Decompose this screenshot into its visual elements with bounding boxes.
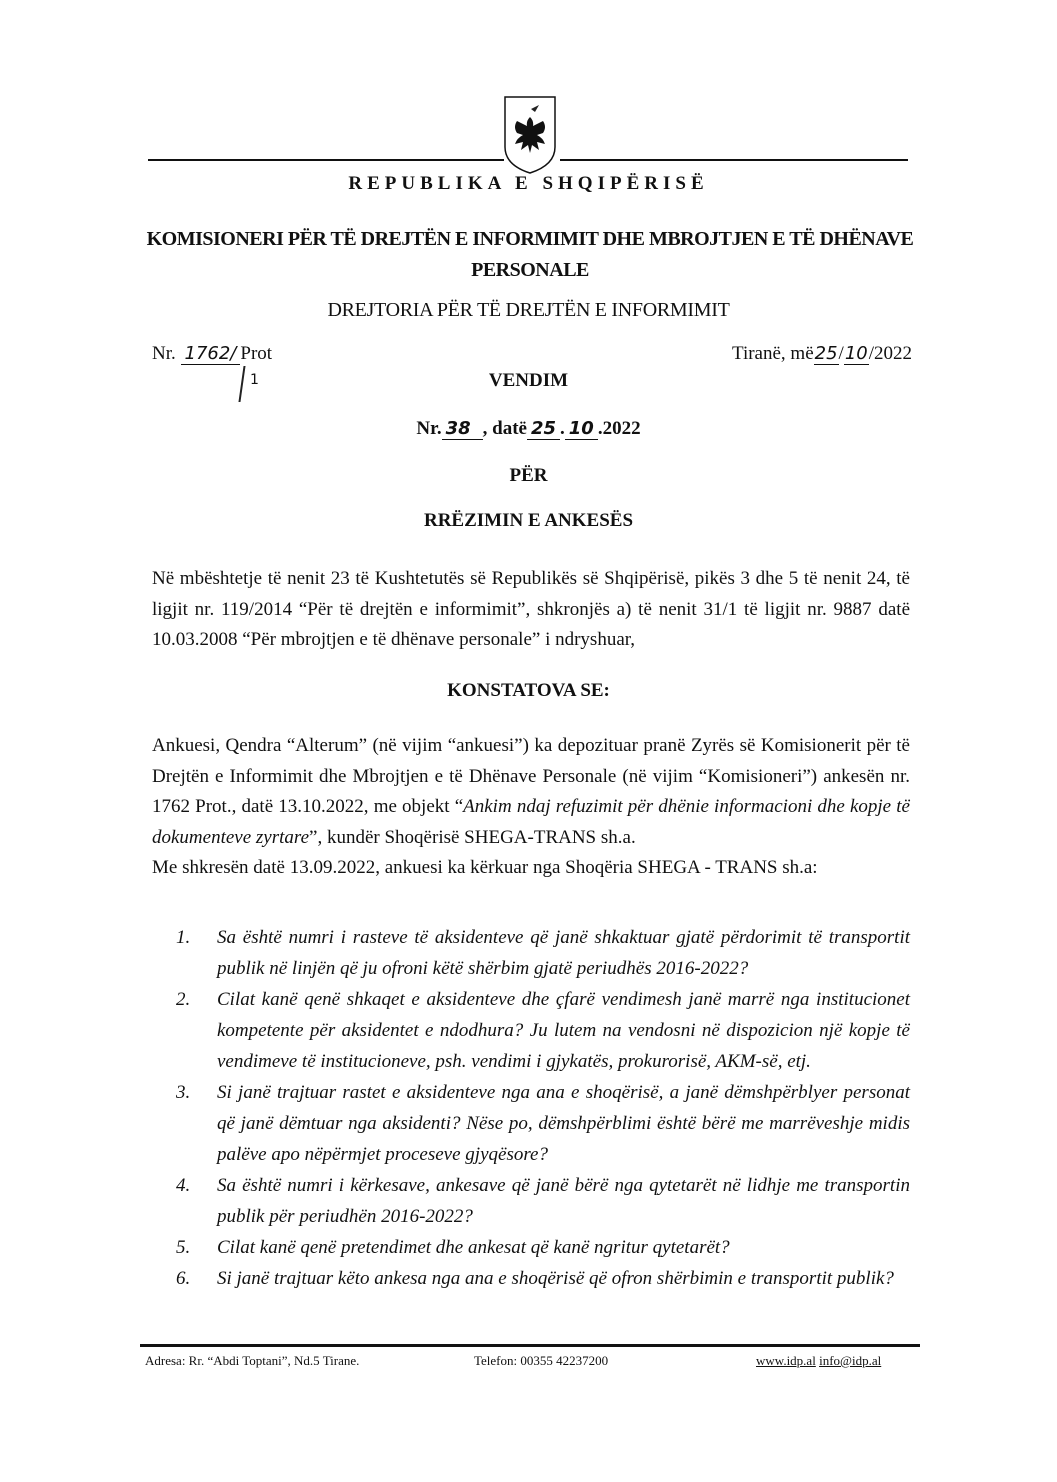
coat-of-arms-icon [501,95,559,175]
department-heading: DREJTORIA PËR TË DREJTËN E INFORMIMIT [327,299,730,321]
country-heading: REPUBLIKA E SHQIPËRISË [348,173,709,194]
header-rule-left [148,159,504,161]
decision-title: VENDIM [488,370,569,391]
list-item: 6. Si janë trajtuar këto ankesa nga ana e shoqërisë që ofron shërbimin e transportit publik? [176,1268,894,1289]
website-link[interactable]: www.idp.al [756,1353,816,1368]
legal-basis-paragraph: Në mbështetje të nenit 23 të Kushtetutës së Republikës së Shqipërisë, pikës 3 dhe 5 të nenit 24, të ligjit nr. 119/2014 “Për të drejtën e informimit”, shkronjës a) të nenit 31/1 të ligjit nr. 9887 datë 10.03.2008 “Për mbrojtjen e të dhënave personale” i ndryshuar, [152,568,910,650]
footer-rule [140,1344,920,1347]
footer-links [756,1353,881,1369]
findings-heading: KONSTATOVA SE: [447,680,610,701]
list-item: 3. Si janë trajtuar rastet e aksidenteve nga ana e shoqërisë, a janë dëmshpërblyer personat që janë dëmtuar nga aksidenti? Nëse po, dëmshpërblimi është bërë me marrëveshje midis palëve apo nëpërmjet proceseve gjyqësore? [176,1082,910,1165]
institution-heading: KOMISIONERI PËR TË DREJTËN E INFORMIMIT DHE MBROJTJEN E TË DHËNAVE PERSONALE [146,228,914,281]
complaint-object: Ankim ndaj refuzimit për dhënie informacioni dhe kopje të dokumenteve zyrtare [152,796,910,848]
handwritten-decision-month: 10 [565,418,598,440]
list-item: 5. Cilat kanë qenë pretendimet dhe ankesat që kanë ngritur qytetarët? [176,1237,730,1258]
handwritten-decision-number: 38 [442,418,483,440]
list-item: 4. Sa është numri i kërkesave, ankesave që janë bërë nga qytetarët në lidhje me transportin publik për periudhën 2016-2022? [176,1175,910,1227]
handwritten-day: 25 [814,343,838,364]
decision-subject: RRËZIMIN E ANKESËS [423,510,634,531]
handwritten-month: 10 [844,343,868,364]
request-intro: Me shkresën datë 13.09.2022, ankuesi ka kërkuar nga Shoqëria SHEGA - TRANS sh.a: [152,857,818,878]
decision-number-date: Nr. 38 , datë 25 . 10 .2022 [416,418,641,439]
questions-list [176,922,910,1294]
list-item: 1. Sa është numri i rasteve të aksidenteve që janë shkaktuar gjatë përdorimit të transportit publik në linjën që ju ofroni këtë shërbim gjatë periudhës 2016-2022? [176,927,910,979]
handwritten-decision-day: 25 [527,418,560,440]
protocol-number: Nr. 1762/ Prot [152,343,273,364]
header-rule-right [560,159,908,161]
footer-phone: Telefon: 00355 42237200 [474,1353,609,1368]
protocol-date: Tiranë, më25/10/2022 [732,343,912,364]
decision-per: PËR [509,465,548,486]
email-link[interactable]: info@idp.al [819,1353,882,1368]
handwritten-sub-number: 1 [250,372,259,388]
list-item: 2. Cilat kanë qenë shkaqet e aksidenteve dhe çfarë vendimesh janë marrë nga institucionet kompetente për aksidentet e ndodhura? Ju lutem na vendosni në dispozicion një kopje të vendimeve të institucioneve, psh. vendimi i gjykatës, prokurorisë, AKM-së, etj. [176,989,910,1072]
handwritten-protocol-number: 1762/ [181,343,241,365]
complaint-paragraph: Ankuesi, Qendra “Alterum” (në vijim “ankuesi”) ka depozituar pranë Zyrës së Komisionerit për të Drejtën e Informimit dhe Mbrojtjen e të Dhënave Personale (në vijim “Komisioneri”) ankesën nr. 1762 Prot., datë 13.10.2022, me objekt “Ankim ndaj refuzimit për dhënie informacioni dhe kopje të dokumenteve zyrtare”, kundër Shoqërisë SHEGA-TRANS sh.a. Me shkresën datë 13.09.2022, ankuesi ka kërkuar nga Shoqëria SHEGA - TRANS sh.a: [152,735,910,878]
footer-address: Adresa: Rr. “Abdi Toptani”, Nd.5 Tirane. [145,1353,360,1368]
